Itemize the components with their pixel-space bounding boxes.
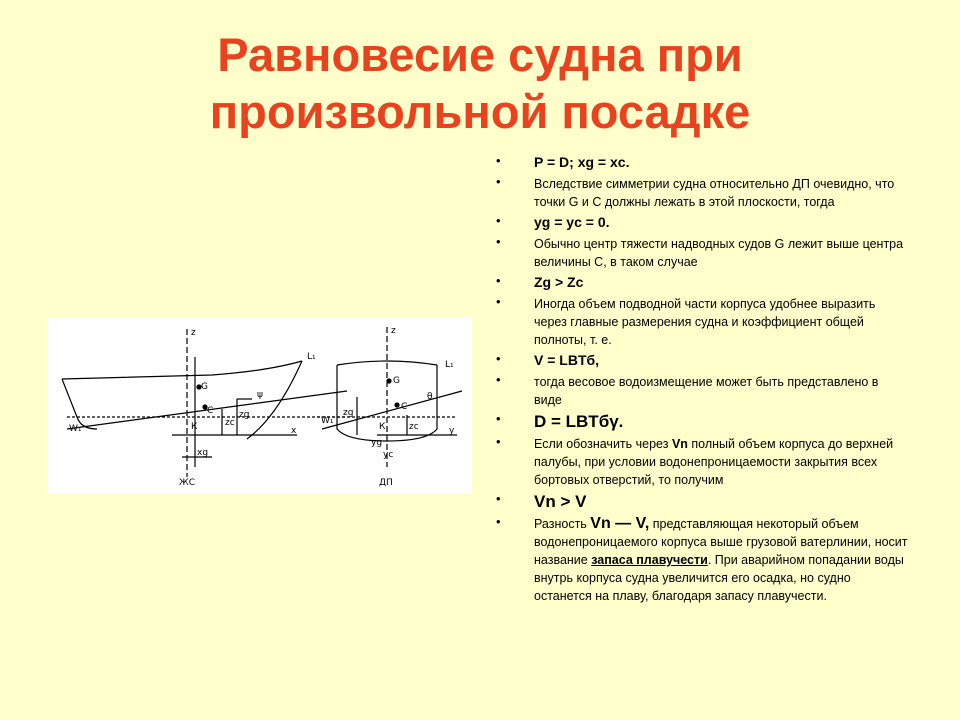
ship-equilibrium-figure (47, 317, 472, 493)
yg-label: yg (371, 438, 383, 448)
w1-label-right: W₁ (321, 416, 334, 426)
list-item: • V = LBTб, (496, 352, 908, 370)
c-label-right: C (401, 402, 408, 412)
c-label-left: C (207, 406, 214, 416)
g-label-right: G (393, 376, 400, 386)
g-label-left: G (201, 382, 208, 392)
list-item: • Вследствие симметрии судна относительно ДП очевидно, что точки G и C должны лежать в этой плоскости, тогда (496, 175, 908, 211)
l1-label-right: L₁ (445, 360, 454, 370)
list-item: • тогда весовое водоизмещение может быть представлено в виде (496, 373, 908, 409)
list-item: • Разность Vn — V, представляющая некоторый объем водонепроницаемого корпуса выше грузовой ватерлинии, носит название запаса плавучести. При аварийном попадании воды внутрь корпуса судна увеличится его осадка, но судно останется на плаву, благодаря запасу плавучести. (496, 515, 908, 605)
g-point-right (387, 379, 391, 383)
slide-title (0, 26, 960, 140)
list-item: • Обычно центр тяжести надводных судов G лежит выше центра величины С, в таком случае (496, 235, 908, 271)
list-item: • Vn > V (496, 492, 908, 512)
c-point-right (395, 403, 399, 407)
xg-label: xg (197, 448, 209, 458)
x-label: x (291, 426, 297, 436)
list-item: • Zg > Zc (496, 274, 908, 292)
zg-label-left: zg (239, 410, 250, 420)
bullet-list (496, 154, 908, 608)
yc-label: yc (383, 450, 394, 460)
buoyancy-reserve-term: запаса плавучести (591, 553, 708, 567)
list-item: • D = LBTбγ. (496, 412, 908, 432)
list-item: • Если обозначить через Vn полный объем корпуса до верхней палубы, при условии водонепроницаемости закрытия всех бортовых отверстий, то получим (496, 435, 908, 489)
stern-outline (62, 379, 97, 429)
theta-label: θ (427, 392, 433, 402)
title-line-1: Равновесие судна при (217, 28, 743, 81)
side-view (62, 328, 347, 488)
ship-diagram (47, 317, 472, 493)
list-item: • Иногда объем подводной части корпуса удобнее выразить через главные размерения судна и коэффициент общей полноты, т. е. (496, 295, 908, 349)
midship-label: ЖС (179, 478, 195, 488)
w1-label-left: W₁ (69, 424, 82, 434)
y-label: y (449, 426, 455, 436)
cl-label: ДП (379, 478, 393, 488)
list-item: • yg = yc = 0. (496, 214, 908, 232)
k-label-left: К (191, 422, 198, 432)
zc-label-right: zc (409, 422, 419, 432)
deck-line (62, 361, 302, 379)
l1-label-left: L₁ (307, 352, 316, 362)
zc-label-left: zc (225, 418, 235, 428)
list-item: • P = D; xg = xc. (496, 154, 908, 172)
section-view (317, 326, 462, 488)
title-line-2: произвольной посадке (209, 85, 751, 138)
psi-label: ψ (257, 390, 263, 400)
k-label-right: К (379, 422, 386, 432)
z-label-right: z (391, 326, 396, 336)
z-label-left: z (191, 328, 196, 338)
zg-label-right: zg (343, 408, 354, 418)
